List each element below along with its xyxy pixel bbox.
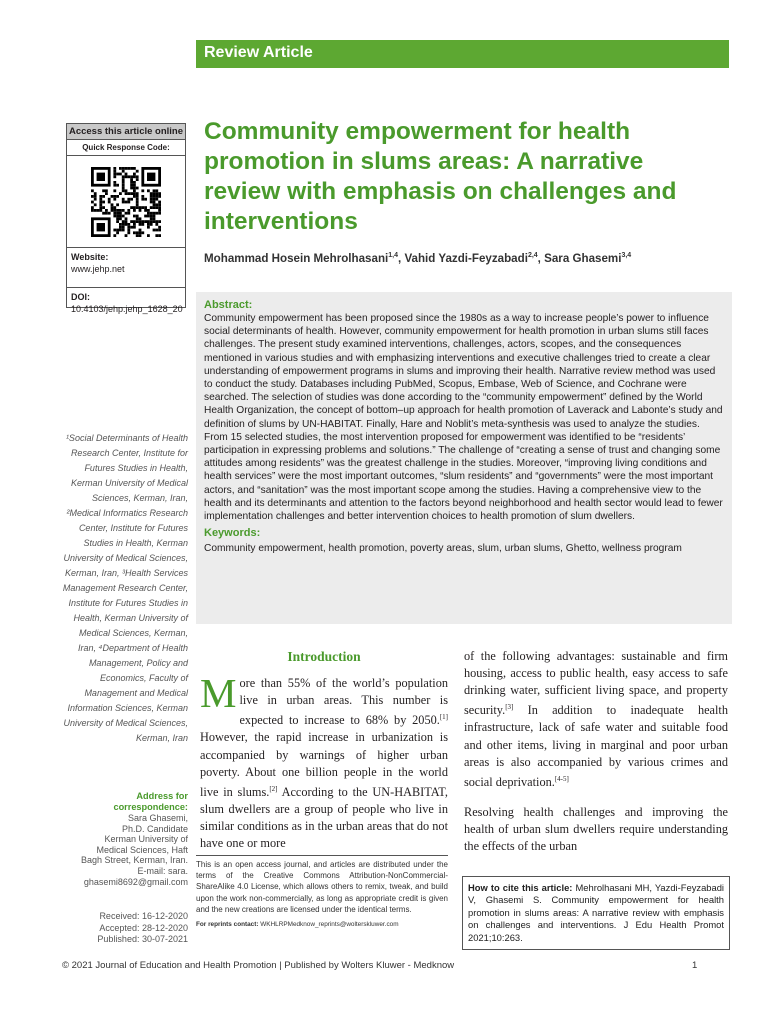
reference-marker[interactable]: [3]	[505, 703, 514, 712]
correspondence-heading: Address for correspondence:	[113, 791, 188, 812]
license-text: This is an open access journal, and articles are distributed under the terms of the Creative Commons Attribution-NonCommercial-ShareAlike 4.0 License, which allows others to remix, tweak, and build upon the work non-commercially, as long as appropriate credit is given and the new creations are licensed under the identical terms.	[196, 860, 448, 914]
page-footer: © 2021 Journal of Education and Health Promotion | Published by Wolters Kluwer - Medknow	[62, 960, 455, 971]
reference-marker[interactable]: [1]	[439, 713, 448, 722]
body-paragraph: Resolving health challenges and improving the health of urban slum dwellers require understanding the effects of the urban	[464, 804, 728, 854]
intro-paragraph	[200, 670, 448, 852]
reprints-label: For reprints contact:	[196, 921, 259, 929]
citation-label: How to cite this article:	[468, 882, 573, 893]
abstract-text: Community empowerment has been proposed since the 1980s as a way to increase people’s power to influence social determinants of health. However, community empowerment for health promotion in urban slums still faces challenges. The present study examined interventions, challenges, actors, scopes, and the consequences mentioned in various studies and with emphasizing interventions and executive challenges tried to create a clear understanding of empowerment programs in slums and improving their health. Narrative review method was used to conduct the study. Databases including PubMed, Scopus, Embase, Web of Science, and Cochrane were searched. The selection of studies was done according to the “community empowerment” defined by the World Health Organization, the concept of bottom–up approach for health promotion of Laverack and Labonte’s study and definition of slums by UN-HABITAT. Finally, Hare and Noblit’s meta-synthesis was used to analyze the studies. From 15 selected studies, the most intervention proposed for empowerment was identified to be “residents’ participation in expressing problems and solutions.” The challenge of “creating a sense of trust and changing some attitudes among residents” was the greatest challenge in the studies. Moreover, “improving living conditions and health services” were the most important outcomes, “slum residents” and “governments” were the most important actors, and “sanitation” was the most important scope among the studies. Having a comprehensive view to the health and its determinants and attention to the factors beyond neighborhood and health sector would lead to fewer implementation challenges and better intervention choices to health promotion of slum dwellers.	[204, 313, 723, 523]
correspondence-line: E-mail: sara.	[137, 865, 188, 876]
website-link[interactable]: www.jehp.net	[71, 264, 125, 274]
qr-code-icon[interactable]	[91, 167, 161, 237]
access-online-heading: Access this article online	[67, 124, 185, 140]
author-affiliation-marker: 3,4	[621, 252, 632, 260]
body-column-right	[464, 648, 728, 855]
doi-block	[67, 288, 185, 318]
author-name: Mohammad Hosein Mehrolhasani	[204, 252, 389, 265]
access-online-box	[66, 123, 186, 314]
doi-label: DOI:	[71, 292, 90, 302]
author-affiliation-marker: 1,4	[388, 252, 398, 260]
website-block	[67, 248, 185, 288]
keywords-text: Community empowerment, health promotion, poverty areas, slum, urban slums, Ghetto, wellness program	[204, 543, 682, 555]
author-affiliations: ¹Social Determinants of Health Research Center, Institute for Futures Studies in Health, Kerman University of Medical Sciences, Kerman, Iran, ²Medical Informatics Research Center, Institute for Futures Studies in Health, Kerman University of Medical Sciences, Kerman, Iran, ³Health Services Management Research Center, Institute for Futures Studies in Health, Kerman University of Medical Sciences, Kerman, Iran, ⁴Department of Health Management, Policy and Economics, Faculty of Management and Medical Information Sciences, Kerman University of Medical Sciences, Kerman, Iran	[62, 433, 188, 743]
abstract-panel	[196, 292, 732, 624]
qr-code-label: Quick Response Code:	[67, 140, 185, 156]
citation-box	[462, 876, 730, 950]
reprints-contact	[196, 919, 448, 930]
keywords-heading: Keywords:	[204, 527, 261, 540]
body-text: ore than 55% of the world’s population live in urban areas. This number is expected to increase to 68% by 2050.	[239, 676, 448, 728]
author-affiliation-marker: 2,4	[527, 252, 538, 260]
website-label: Website:	[71, 252, 109, 262]
drop-cap: M	[200, 670, 237, 717]
abstract-heading: Abstract:	[204, 299, 253, 311]
correspondence-line: Medical Sciences, Haft	[96, 844, 188, 855]
body-column-left	[200, 648, 448, 852]
author-name: Vahid Yazdi-Feyzabadi	[404, 252, 528, 265]
article-type-banner: Review Article	[196, 40, 729, 68]
correspondence-email[interactable]: ghasemi8692@gmail.com	[83, 876, 188, 887]
body-text: In addition to inadequate health infrastructure, lack of safe water and suitable food and other items, living in marginal and poor urban areas is also accompanied by various crimes and social deprivation.	[464, 703, 728, 789]
correspondence-line: Bagh Street, Kerman, Iran.	[80, 855, 188, 866]
accepted-date: Accepted: 28-12-2020	[99, 922, 188, 933]
correspondence-block	[62, 791, 188, 887]
correspondence-line: Sara Ghasemi,	[127, 813, 188, 823]
page-number: 1	[692, 960, 698, 971]
doi-link[interactable]: 10.4103/jehp.jehp_1628_20	[71, 304, 183, 314]
body-text: According to the UN-HABITAT, slum dwellers are a group of people who live in similar conditions as in the urban areas that do not have one or more	[200, 784, 448, 851]
correspondence-line: Kerman University of	[104, 834, 188, 845]
license-notice	[196, 855, 448, 930]
reprints-email[interactable]: WKHLRPMedknow_reprints@wolterskluwer.com	[258, 921, 399, 929]
author-list: Mohammad Hosein Mehrolhasani$^{1,4}$, Vahid Yazdi-Feyzabadi$^{2,4}$, Sara Ghasemi$^{3,4}$	[204, 252, 632, 265]
body-text: However, the rapid increase in urbanization is accompanied by warnings of higher urban poverty. About one billion people in the world live in slums.	[200, 730, 448, 799]
introduction-heading: Introduction	[287, 649, 361, 664]
correspondence-line: Ph.D. Candidate	[121, 823, 188, 834]
article-dates	[62, 911, 188, 946]
qr-code-area	[67, 156, 185, 248]
published-date: Published: 30-07-2021	[97, 934, 188, 944]
body-text: of the following advantages: sustainable and firm housing, access to public health, easy access to safe drinking water, sufficient living space, and property security.	[464, 649, 728, 718]
author-name: Sara Ghasemi	[544, 252, 622, 265]
reference-marker[interactable]: [2]	[269, 784, 278, 793]
reference-marker[interactable]: [4-5]	[554, 774, 569, 783]
body-paragraph	[464, 648, 728, 791]
citation-text: Mehrolhasani MH, Yazdi-Feyzabadi V, Ghasemi S. Community empowerment for health promotion in slums areas: A narrative review with emphasis on challenges and interventions. J Edu Health Promot 2021;10:263.	[468, 882, 725, 943]
article-title: Community empowerment for health promotion in slums areas: A narrative review with emphasis on challenges and interventions	[204, 118, 677, 235]
received-date: Received: 16-12-2020	[99, 911, 188, 921]
